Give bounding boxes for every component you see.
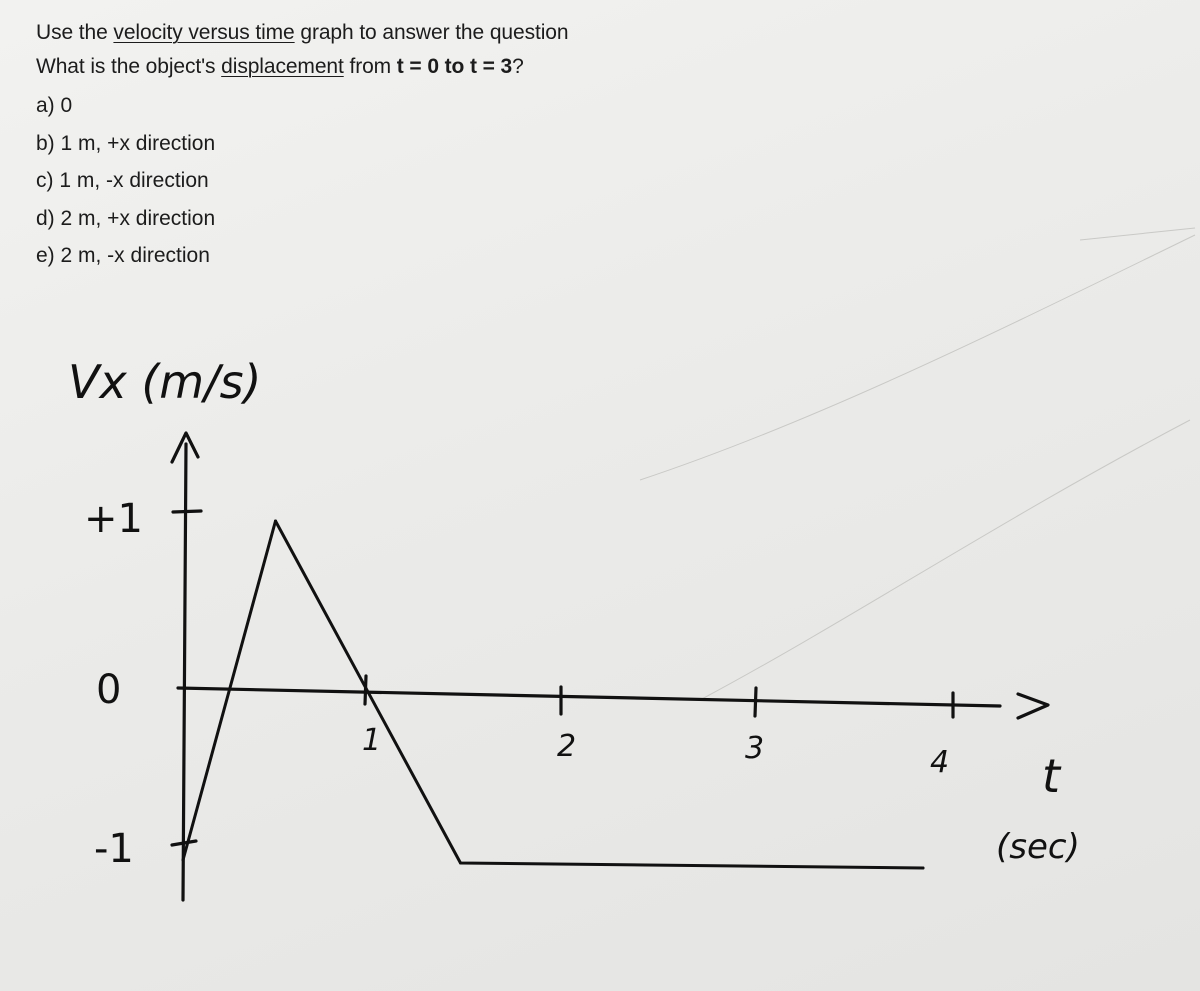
x-tick-label-1: 1 bbox=[362, 723, 382, 758]
x-tick-label-3: 3 bbox=[745, 731, 765, 766]
x-tick-3 bbox=[755, 688, 756, 716]
x-axis-label bbox=[996, 749, 1080, 867]
velocity-point-3 bbox=[644, 864, 647, 867]
x-axis-label-text: t bbox=[1042, 749, 1061, 803]
time-range: t = 0 to t = 3 bbox=[396, 55, 513, 78]
y-tick-label-0: 0 bbox=[96, 667, 122, 713]
prompt-text: What is the object's bbox=[36, 55, 222, 78]
x-axis-arrow-icon bbox=[1018, 694, 1048, 718]
velocity-line bbox=[182, 520, 925, 870]
y-axis bbox=[172, 433, 201, 900]
velocity-versus-time-link[interactable]: velocity versus time bbox=[113, 21, 295, 44]
y-tick-labels bbox=[84, 496, 143, 872]
option-a[interactable]: a) 0 bbox=[36, 94, 73, 117]
option-d[interactable]: d) 2 m, +x direction bbox=[36, 206, 216, 230]
y-tick-label-minus1: -1 bbox=[94, 826, 134, 872]
velocity-point-2 bbox=[459, 862, 462, 865]
instruction-text-end: graph to answer the question bbox=[294, 21, 569, 44]
y-tick-minus1 bbox=[172, 841, 196, 845]
velocity-point-4 bbox=[922, 867, 925, 870]
paper-scratches bbox=[640, 228, 1195, 700]
prompt-text-end: ? bbox=[512, 55, 524, 78]
x-tick-labels bbox=[362, 723, 949, 780]
option-c[interactable]: c) 1 m, -x direction bbox=[36, 169, 209, 192]
velocity-series-line bbox=[183, 521, 923, 868]
option-b[interactable]: b) 1 m, +x direction bbox=[36, 131, 216, 155]
y-axis-label bbox=[68, 355, 261, 409]
x-tick-label-4: 4 bbox=[930, 745, 950, 780]
y-tick-plus1 bbox=[173, 511, 201, 512]
x-tick-label-2: 2 bbox=[557, 729, 577, 764]
velocity-point-0 bbox=[182, 859, 185, 862]
y-axis-label-text: Vx (m/s) bbox=[68, 355, 262, 409]
instruction-text: Use the bbox=[36, 21, 114, 44]
y-tick-label-plus1: +1 bbox=[84, 496, 143, 542]
prompt-text-mid: from bbox=[343, 55, 397, 78]
x-axis bbox=[178, 676, 1048, 718]
option-e[interactable]: e) 2 m, -x direction bbox=[36, 244, 210, 267]
displacement-link[interactable]: displacement bbox=[221, 55, 344, 78]
velocity-point-1 bbox=[274, 520, 277, 523]
x-axis-unit-text: (sec) bbox=[996, 827, 1080, 867]
